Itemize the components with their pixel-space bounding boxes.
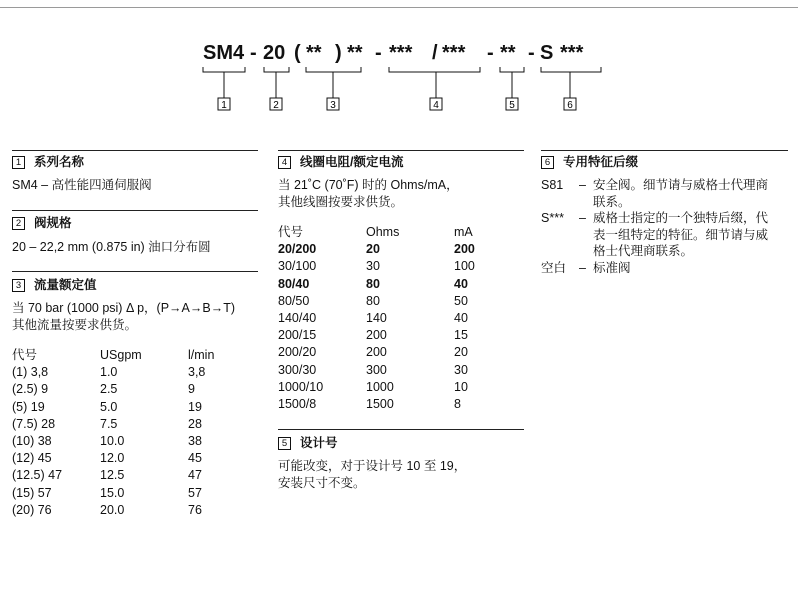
callout-number: 1 — [221, 100, 227, 111]
code-bracket — [500, 67, 524, 98]
suffix-description — [593, 260, 788, 277]
flow-table-cell: 9 — [188, 382, 195, 397]
flow-table-cell: 3,8 — [188, 365, 206, 380]
coil-table-cell: 80 — [366, 293, 380, 308]
flow-table-cell: 38 — [188, 433, 202, 448]
flow-table-cell: (2.5) 9 — [12, 382, 49, 397]
section-2-header — [12, 215, 258, 233]
coil-table-row — [278, 258, 475, 275]
flow-table-row — [12, 381, 214, 398]
callout-number: 2 — [273, 100, 279, 111]
flow-table-row — [12, 450, 214, 467]
section-4-rule — [278, 150, 524, 151]
coil-table-cell: 30 — [454, 362, 468, 377]
coil-table-cell: 200 — [454, 242, 475, 257]
coil-table-cell: 30/100 — [278, 259, 317, 274]
flow-table-cell: 12.0 — [100, 451, 125, 466]
flow-table-cell: 10.0 — [100, 433, 125, 448]
coil-table-cell: 200/15 — [278, 328, 317, 343]
suffix-item — [541, 210, 788, 260]
section-4-title: 线圈电阻/额定电流 — [300, 154, 404, 169]
flow-table-header — [12, 347, 214, 364]
flow-table-cell: (5) 19 — [12, 399, 45, 414]
section-3-number: 3 — [12, 279, 25, 292]
model-code-callouts — [218, 98, 576, 111]
flow-table-row — [12, 433, 214, 450]
code-segment: - — [375, 42, 382, 64]
section-3-header — [12, 276, 258, 294]
code-bracket — [389, 67, 480, 98]
coil-table-row — [278, 310, 475, 327]
model-code-svg — [0, 0, 798, 120]
section-1-rule — [12, 150, 258, 151]
suffix-description-line: 威格士指定的一个独特后缀，代 — [593, 211, 769, 225]
coil-table-row — [278, 293, 475, 310]
flow-table-cell: 45 — [188, 451, 202, 466]
flow-table-cell: 1.0 — [100, 365, 118, 380]
coil-table-cell: 80/40 — [278, 276, 310, 291]
coil-table-cell: 1000 — [366, 379, 394, 394]
section-2-rule — [12, 210, 258, 211]
suffix-dash: – — [579, 178, 586, 192]
coil-table-cell: 20 — [454, 345, 468, 360]
code-bracket — [541, 67, 601, 98]
suffix-description-line: 格士代理商联系。 — [593, 244, 694, 258]
coil-table-cell: 40 — [454, 276, 468, 291]
section-6-rule — [541, 150, 788, 151]
code-segment: ** — [306, 42, 322, 64]
code-bracket — [203, 67, 245, 98]
code-segment: ) — [335, 42, 342, 64]
section-5-title: 设计号 — [300, 435, 338, 450]
coil-table-cell: 1500/8 — [278, 396, 317, 411]
flow-col-lmin: l/min — [188, 348, 215, 362]
coil-table-cell: 10 — [454, 379, 468, 394]
flow-table-row — [12, 467, 214, 484]
coil-table-cell: 100 — [454, 259, 475, 274]
flow-table-row — [12, 502, 214, 519]
coil-table-row — [278, 344, 475, 361]
code-bracket — [306, 67, 361, 98]
code-segment: - — [250, 42, 257, 64]
coil-table-cell: 20 — [366, 242, 380, 257]
section-1-header — [12, 153, 258, 171]
coil-table-cell: 140 — [366, 310, 387, 325]
callout-number: 3 — [330, 100, 336, 111]
coil-table-cell: 1500 — [366, 396, 394, 411]
suffix-code: S*** — [541, 211, 564, 225]
flow-table-cell: 20.0 — [100, 502, 125, 517]
section-6-title: 专用特征后缀 — [563, 154, 639, 169]
flow-table-row — [12, 485, 214, 502]
suffix-dash: – — [579, 211, 586, 225]
coil-table-header — [278, 224, 475, 241]
code-segment: ( — [294, 42, 301, 64]
suffix-description — [593, 210, 788, 260]
section-1-title: 系列名称 — [34, 154, 85, 169]
suffix-code: 空白 — [541, 260, 567, 275]
section-1-number: 1 — [12, 156, 25, 169]
model-code-text — [203, 42, 584, 64]
flow-table-row — [12, 364, 214, 381]
callout-number: 4 — [433, 100, 439, 111]
coil-table-row — [278, 396, 475, 413]
section-4-header — [278, 153, 524, 171]
coil-table-cell: 80 — [366, 276, 380, 291]
suffix-list — [541, 177, 788, 276]
flow-table-cell: 57 — [188, 485, 202, 500]
coil-table-row — [278, 241, 475, 258]
flow-table-cell: (12) 45 — [12, 451, 52, 466]
code-segment: ** — [500, 42, 516, 64]
section-3-intro-1: 当 70 bar (1000 psi) Δ p，(P→A→B→T) — [12, 301, 236, 315]
section-5-body-2: 安装尺寸不变。 — [278, 475, 366, 490]
callout-number: 5 — [509, 100, 515, 111]
flow-table-cell: (12.5) 47 — [12, 468, 63, 483]
flow-table-cell: 19 — [188, 399, 202, 414]
column-3 — [541, 150, 788, 276]
flow-table-cell: (10) 38 — [12, 433, 52, 448]
section-6-header — [541, 153, 788, 171]
model-code-diagram — [0, 0, 798, 120]
flow-table-cell: (1) 3,8 — [12, 365, 49, 380]
suffix-item — [541, 177, 788, 210]
section-3-title: 流量额定值 — [34, 277, 97, 292]
section-5-body-1: 可能改变，对于设计号 10 至 19， — [278, 459, 467, 474]
suffix-dash: – — [579, 260, 586, 275]
flow-table-cell: 47 — [188, 468, 202, 483]
code-segment: - — [487, 42, 494, 64]
coil-table-row — [278, 362, 475, 379]
section-2-number: 2 — [12, 217, 25, 230]
column-2 — [278, 150, 524, 491]
section-3-intro-2: 其他流量按要求供货。 — [12, 317, 138, 332]
code-bracket — [264, 67, 289, 98]
section-5-number: 5 — [278, 437, 291, 450]
section-3-rule — [12, 271, 258, 272]
coil-table-row — [278, 379, 475, 396]
suffix-description-line: 安全阀。细节请与威格士代理商 — [593, 178, 769, 192]
section-4-intro-1: 当 21˚C (70˚F) 时的 Ohms/mA， — [278, 178, 459, 192]
flow-table-cell: 76 — [188, 502, 202, 517]
section-6-number: 6 — [541, 156, 554, 169]
code-segment: SM4 — [203, 42, 245, 64]
section-4-intro-2: 其他线圈按要求供货。 — [278, 194, 404, 209]
coil-table-cell: 40 — [454, 310, 468, 325]
flow-table-cell: 2.5 — [100, 382, 118, 397]
code-segment: S — [540, 42, 554, 64]
code-segment: *** — [389, 42, 413, 64]
coil-table-cell: 300/30 — [278, 362, 317, 377]
coil-col-ohms: Ohms — [366, 225, 400, 239]
coil-table-cell: 300 — [366, 362, 387, 377]
coil-table-cell: 1000/10 — [278, 379, 324, 394]
flow-col-usgpm: USgpm — [100, 348, 142, 362]
code-segment: *** — [442, 42, 466, 64]
flow-table-cell: 28 — [188, 416, 202, 431]
coil-table-cell: 50 — [454, 293, 468, 308]
section-2-body: 20 – 22,2 mm (0.875 in) 油口分布圆 — [12, 239, 211, 254]
flow-table-cell: 7.5 — [100, 416, 118, 431]
suffix-description-line: 标准阀 — [593, 260, 631, 275]
callout-number: 6 — [567, 100, 573, 111]
flow-table-row — [12, 416, 214, 433]
coil-table-cell: 200 — [366, 328, 387, 343]
section-5-header — [278, 434, 524, 452]
section-5-rule — [278, 429, 524, 430]
coil-col-ma: mA — [454, 225, 473, 239]
model-code-brackets — [203, 67, 601, 98]
suffix-code: S81 — [541, 178, 564, 192]
coil-table-cell: 80/50 — [278, 293, 310, 308]
column-1 — [12, 150, 258, 519]
flow-rating-table — [12, 347, 214, 519]
coil-table-cell: 8 — [454, 396, 461, 411]
code-segment: *** — [560, 42, 584, 64]
flow-table-cell: (15) 57 — [12, 485, 52, 500]
section-4-number: 4 — [278, 156, 291, 169]
flow-col-code: 代号 — [12, 348, 38, 362]
coil-table-row — [278, 327, 475, 344]
coil-table — [278, 224, 475, 413]
code-segment: ** — [347, 42, 363, 64]
flow-table-cell: (20) 76 — [12, 502, 52, 517]
code-segment: - — [528, 42, 535, 64]
suffix-item — [541, 260, 788, 277]
coil-table-cell: 200/20 — [278, 345, 317, 360]
suffix-description-line: 联系。 — [593, 194, 631, 209]
section-1-body: SM4 – 高性能四通伺服阀 — [12, 178, 152, 192]
flow-table-row — [12, 399, 214, 416]
coil-col-code: 代号 — [278, 225, 304, 239]
coil-table-cell: 15 — [454, 328, 468, 343]
section-2-title: 阀规格 — [34, 216, 72, 231]
suffix-description-line: 表一组特定的特征。细节请与威 — [593, 227, 769, 242]
coil-table-row — [278, 276, 475, 293]
flow-table-cell: (7.5) 28 — [12, 416, 56, 431]
flow-table-cell: 5.0 — [100, 399, 118, 414]
code-segment: / — [432, 42, 438, 64]
coil-table-cell: 140/40 — [278, 310, 317, 325]
code-segment: 20 — [263, 42, 286, 64]
coil-table-cell: 30 — [366, 259, 380, 274]
coil-table-cell: 20/200 — [278, 242, 317, 257]
coil-table-cell: 200 — [366, 345, 387, 360]
flow-table-cell: 15.0 — [100, 485, 125, 500]
suffix-description — [593, 177, 788, 210]
flow-table-cell: 12.5 — [100, 468, 125, 483]
